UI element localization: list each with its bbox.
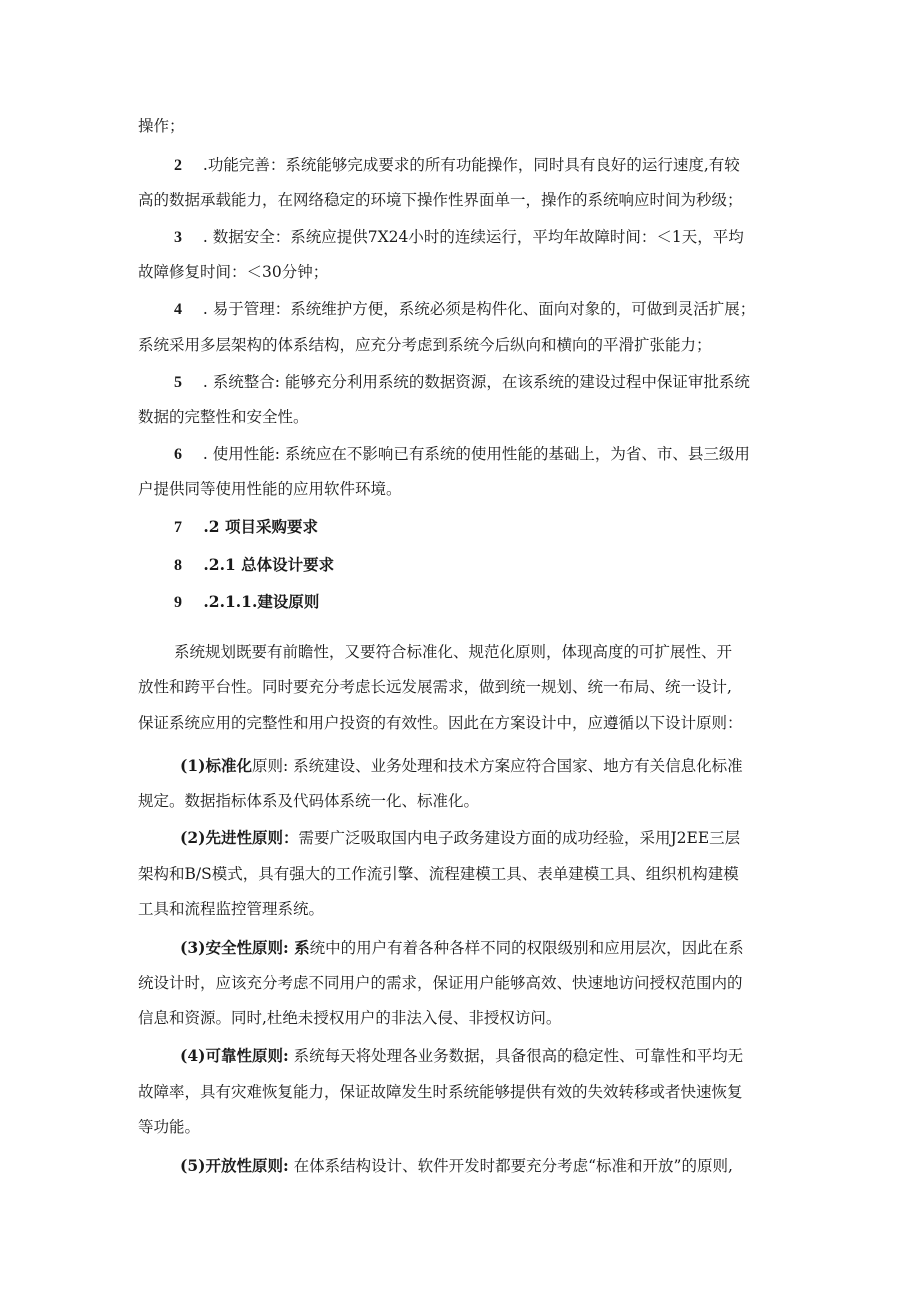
principle-5: (5)开放性原则: 在体系结构设计、软件开发时都要充分考虑“标准和开放”的原则, — [180, 1156, 733, 1175]
paragraph-line: 户提供同等使用性能的应用软件环境。 — [138, 480, 402, 498]
paragraph-line: 规定。数据指标体系及代码体系统一化、标准化。 — [138, 792, 480, 810]
paragraph-line: 故障率，具有灾难恢复能力，保证故障发生时系统能够提供有效的失效转移或者快速恢复 — [138, 1083, 743, 1101]
principle-title: (5)开放性原则: — [180, 1156, 289, 1175]
list-item-2: 2 .功能完善：系统能够完成要求的所有功能操作，同时具有良好的运行速度,有较 — [174, 154, 740, 177]
principle-title: (1)标准化 — [180, 756, 252, 775]
paragraph-line: 系统规划既要有前瞻性，又要符合标准化、规范化原则，体现高度的可扩展性、开 — [174, 643, 733, 661]
paragraph-line: 保证系统应用的完整性和用户投资的有效性。因此在方案设计中，应遵循以下设计原则： — [138, 714, 743, 732]
paragraph-line: 放性和跨平台性。同时要充分考虑长远发展需求，做到统一规划、统一布局、统一设计, — [138, 678, 732, 696]
principle-title: (2)先进性原则： — [180, 828, 299, 847]
paragraph-line: 信息和资源。同时,杜绝未授权用户的非法入侵、非授权访问。 — [138, 1009, 562, 1027]
principle-title: (3)安全性原则: 系 — [180, 938, 310, 957]
paragraph-line: 等功能。 — [138, 1118, 201, 1136]
principle-3: (3)安全性原则: 系统中的用户有着各种各样不同的权限级别和应用层次，因此在系 — [180, 938, 744, 957]
principle-title: (4)可靠性原则: — [180, 1046, 289, 1065]
section-heading: 7 .2 项目采购要求 — [174, 517, 318, 536]
section-heading: 8 .2.1 总体设计要求 — [174, 555, 335, 574]
paragraph-line: 数据的完整性和安全性。 — [138, 408, 309, 426]
list-number: 5 — [174, 374, 182, 391]
list-number: 4 — [174, 301, 182, 318]
paragraph-line: 高的数据承载能力，在网络稳定的环境下操作性界面单一，操作的系统响应时间为秒级； — [138, 191, 743, 209]
list-item-6: 6 . 使用性能: 系统应在不影响已有系统的使用性能的基础上，为省、市、县三级用 — [174, 443, 750, 466]
paragraph-line: 架构和B/S模式，具有强大的工作流引擎、流程建模工具、表单建模工具、组织机构建模 — [138, 865, 739, 883]
list-number: 3 — [174, 229, 182, 246]
section-heading: 9 .2.1.1.建设原则 — [174, 592, 320, 611]
list-number: 2 — [174, 157, 182, 174]
paragraph-line: 工具和流程监控管理系统。 — [138, 900, 325, 918]
paragraph-line: 统设计时，应该充分考虑不同用户的需求，保证用户能够高效、快速地访问授权范围内的 — [138, 974, 743, 992]
list-item-3: 3 . 数据安全：系统应提供7X24小时的连续运行，平均年故障时间：＜1天，平均 — [174, 226, 744, 249]
paragraph-line: 操作； — [138, 117, 185, 135]
principle-1: (1)标准化原则: 系统建设、业务处理和技术方案应符合国家、地方有关信息化标准 — [180, 756, 743, 775]
list-number: 6 — [174, 446, 182, 463]
paragraph-line: 故障修复时间：＜30分钟； — [138, 263, 329, 281]
principle-4: (4)可靠性原则: 系统每天将处理各业务数据，具备很高的稳定性、可靠性和平均无 — [180, 1046, 744, 1065]
principle-2: (2)先进性原则：需要广泛吸取国内电子政务建设方面的成功经验，采用J2EE三层 — [180, 828, 741, 847]
list-item-4: 4 . 易于管理：系统维护方便，系统必须是构件化、面向对象的，可做到灵活扩展； — [174, 298, 755, 321]
list-item-5: 5 . 系统整合: 能够充分利用系统的数据资源，在该系统的建设过程中保证审批系统 — [174, 371, 750, 394]
paragraph-line: 系统采用多层架构的体系结构，应充分考虑到系统今后纵向和横向的平滑扩张能力； — [138, 336, 712, 354]
